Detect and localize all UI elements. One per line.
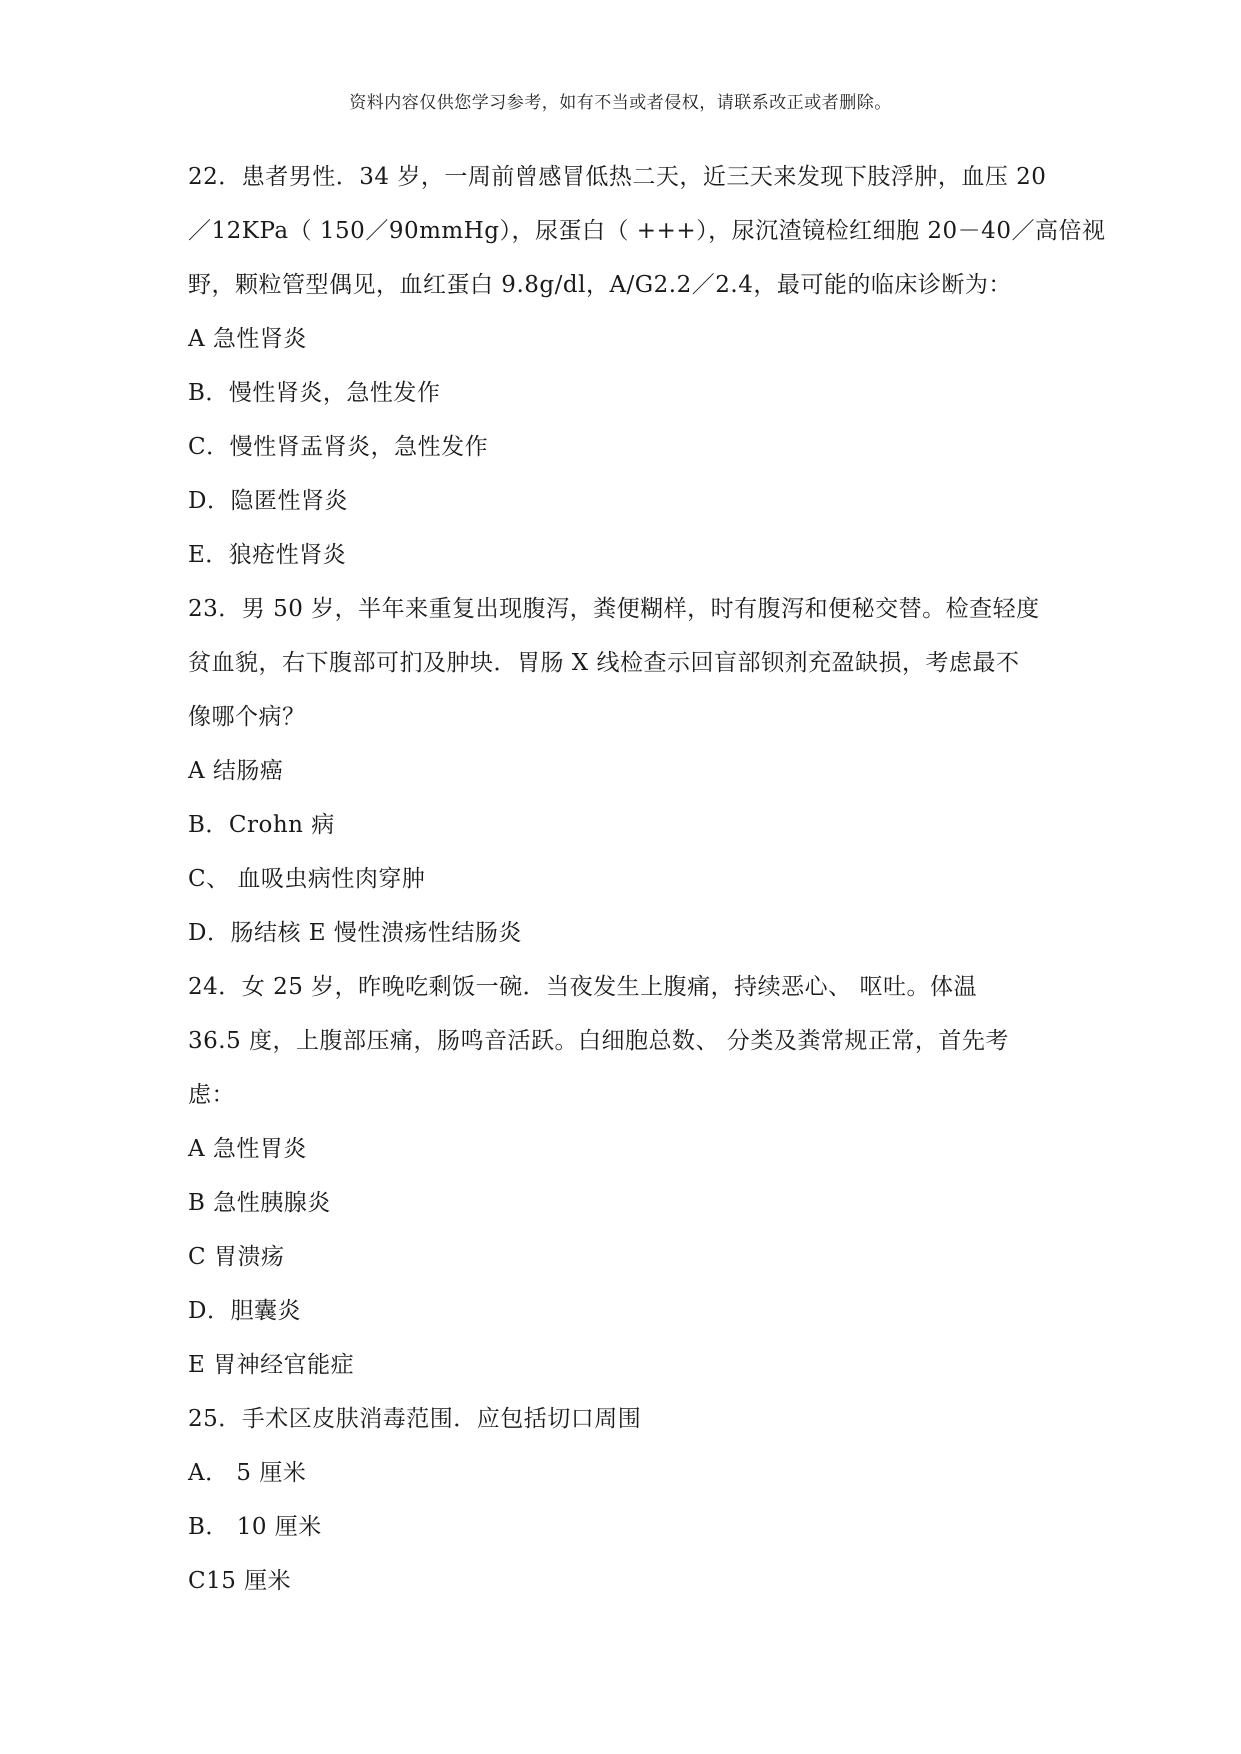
question-text-line: 36.5 度，上腹部压痛，肠鸣音活跃。白细胞总数、 分类及粪常规正常，首先考: [188, 1028, 1009, 1054]
answer-option: B． 10 厘米: [188, 1514, 322, 1540]
answer-option: E 胃神经官能症: [188, 1352, 355, 1378]
copyright-notice: 资料内容仅供您学习参考，如有不当或者侵权，请联系改正或者删除。: [349, 93, 892, 113]
question-text-line: ／12KPa（ 150／90mmHg），尿蛋白（ +++），尿沉渣镜检红细胞 20－40／高倍视: [188, 218, 1106, 244]
answer-option: B．Crohn 病: [188, 812, 335, 838]
answer-option: D．胆囊炎: [188, 1298, 301, 1324]
answer-option: A 急性肾炎: [188, 326, 307, 352]
question-text-line: 24．女 25 岁，昨晚吃剩饭一碗．当夜发生上腹痛，持续恶心、 呕吐。体温: [188, 974, 977, 1000]
question-text-line: 像哪个病？: [188, 704, 306, 730]
question-text-line: 野，颗粒管型偶见，血红蛋白 9.8g/dl，A/G2.2／2.4，最可能的临床诊断为：: [188, 272, 1012, 298]
answer-option: B．慢性肾炎，急性发作: [188, 380, 441, 406]
question-23: [188, 582, 1080, 960]
answer-option: E．狼疮性肾炎: [188, 542, 347, 568]
answer-option: B 急性胰腺炎: [188, 1190, 331, 1216]
question-text-line: 虑：: [188, 1082, 235, 1108]
answer-option: D．隐匿性肾炎: [188, 488, 348, 514]
question-text-line: 25．手术区皮肤消毒范围．应包括切口周围: [188, 1406, 642, 1432]
answer-option: C．慢性肾盂肾炎，急性发作: [188, 434, 489, 460]
question-22: [188, 150, 1106, 582]
answer-option: A 急性胃炎: [188, 1136, 307, 1162]
question-text-line: 23．男 50 岁，半年来重复出现腹泻，粪便糊样，时有腹泻和便秘交替。检查轻度: [188, 596, 1040, 622]
answer-option: C、 血吸虫病性肉穿肿: [188, 866, 426, 892]
answer-option: C15 厘米: [188, 1568, 292, 1594]
answer-option: C 胃溃疡: [188, 1244, 285, 1270]
answer-option: A． 5 厘米: [188, 1460, 307, 1486]
answer-option: A 结肠癌: [188, 758, 284, 784]
question-25: [188, 1392, 1080, 1608]
question-list: [188, 150, 1106, 1608]
answer-option: D．肠结核 E 慢性溃疡性结肠炎: [188, 920, 522, 946]
question-24: [188, 960, 1080, 1392]
question-text-line: 22．患者男性．34 岁，一周前曾感冒低热二天，近三天来发现下肢浮肿，血压 20: [188, 164, 1047, 190]
question-text-line: 贫血貌，右下腹部可扪及肿块．胃肠 X 线检查示回盲部钡剂充盈缺损，考虑最不: [188, 650, 1020, 676]
